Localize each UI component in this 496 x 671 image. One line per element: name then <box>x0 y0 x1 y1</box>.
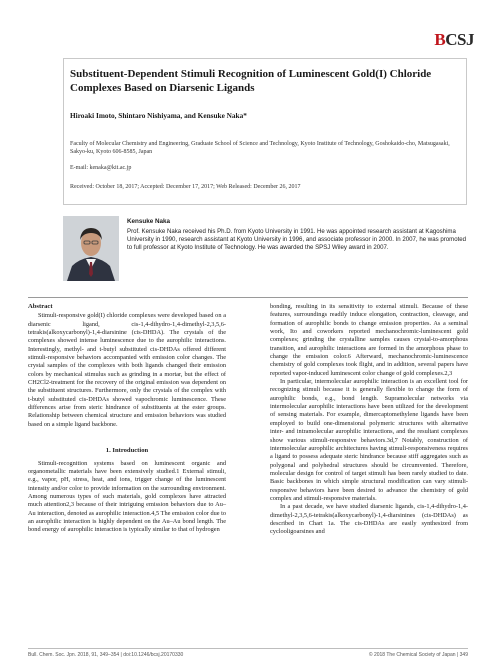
article-title: Substituent-Dependent Stimuli Recognition of Luminescent Gold(I) Chloride Complexes Based on Diarsenic Ligands <box>70 68 432 94</box>
introduction-heading: 1. Introduction <box>105 447 149 455</box>
article-authors: Hiroaki Imoto, Shintaro Nishiyama, and Kensuke Naka* <box>70 111 247 120</box>
section-divider <box>28 297 468 298</box>
introduction-text: Stimuli-recognition systems based on luminescent organic and organometallic materials have been extensively studied.1 External stimuli, e.g., vapor, pH, stress, heat, and ions, trigger change of the luminescent intensity and/or color to provide information on the surrounding environment. Among numerous types of such materials, gold complexes have attracted much attention2,3 because of their intriguing emission behaviors due to Au–Au interaction, denoted as aurophilic interaction.4,5 The emission color due to an aurophilic interaction is highly dependent on the Au–Au bond length. The bond energy of aurophilic interaction is typically similar to that of hydrogen <box>28 459 227 534</box>
author-portrait-image <box>63 216 119 281</box>
received-dates: Received: October 18, 2017; Accepted: December 17, 2017; Web Released: December 26, 2017 <box>70 184 301 190</box>
footer-citation[interactable]: Bull. Chem. Soc. Jpn. 2018, 91, 349–354 | doi:10.1246/bcsj.20170330 <box>28 652 184 658</box>
left-column <box>28 303 226 535</box>
right-column <box>270 303 468 537</box>
journal-logo-text: BCSJ <box>434 30 474 49</box>
footer-copyright: © 2018 The Chemical Society of Japan | 349 <box>368 652 468 658</box>
article-header-box <box>63 58 467 205</box>
journal-logo <box>434 30 474 50</box>
bio-text: Prof. Kensuke Naka received his Ph.D. from Kyoto University in 1991. He was appointed research assistant at Kagoshima University in 1990, research assistant at Kyoto University in 1996, and associate professor in 2000. In 2007, he was promoted to full professor at Kyoto Institute of Technology. He was awarded the SPSJ Wiley award in 2007. <box>127 228 467 252</box>
bio-author-name: Kensuke Naka <box>127 218 171 225</box>
abstract-text: Stimuli-responsive gold(I) chloride complexes were developed based on a diarsenic ligand, cis-1,4-dihydro-1,4-dimethyl-2,3,5,6-tetrakis(alkoxycarbonyl)-1,4-diarsinine (cis-DHDA). The crystals of the complexes showed intense luminescence due to the aurophilic interactions. Interestingly, methyl- and t-butyl substituted cis-DHDAs offered different stimuli-responsive behaviors accompanied with emission color changes. The crystal samples of the complexes with both ligands changed their emission colors by mechanical stimulus such as grinding in a mortar, but the effect of CH2Cl2-treatment for the recovery of the original emission was dependent on the substituent structures. Furthermore, only the crystals of the complex with t-butyl substituted cis-DHDAs showed vapochromic luminescence. These differences arise from steric hindrance of substituents at the ester groups. Relationship between chemical structure and emission behaviors was studied based on a simple ligand backbone. <box>28 312 226 428</box>
abstract-heading: Abstract <box>28 303 53 310</box>
body-paragraph-3: In a past decade, we have studied diarsenic ligands, cis-1,4-dihydro-1,4-dimethyl-2,3,5,6-tetrakis(alkoxycarbonyl)-1,4-diarsinines (cis-DHDAs) as described in Chart 1a. The cis-DHDAs are easily synthesized from cyclooligoarsines and <box>270 503 468 536</box>
author-affiliation: Faculty of Molecular Chemistry and Engineering, Graduate School of Science and Technology, Kyoto Institute of Technology, Goshokaido-cho, Matsugasaki, Sakyo-ku, Kyoto 606-8585, Japan <box>70 141 450 155</box>
body-paragraph-1: bonding, resulting in its sensitivity to external stimuli. Because of these features, surroundings readily induce elongation, contraction, cleavage, and formation of aurophilic bonds to change emission properties. As a seminal work, Ito and coworkers reported mechanochromic-luminescent gold complexes; grinding the crystalline samples causes crystal-to-amorphous transition, and aurophilic interactions are formed in the amorphous phase to change the emission color.6 Afterward, mechanochromic-luminescence chemistry of gold complexes took flight, and in addition, several papers have reported vapor-induced luminescent color change of gold complexes.2,3 <box>270 303 468 377</box>
body-paragraph-2: In particular, intermolecular aurophilic interaction is an excellent tool for recognizing stimuli because it is generally flexible to change the form of aurophilic bonds, e.g., bond length. Supramolecular networks via intermolecular aurophilic interactions have been utilized for the development of sensing materials. For example, dimercaptomethylene ligands have been employed to build one-dimensional polymeric structures with alternative inter- and intramolecular aurophilic interactions, and the resultant complexes show various stimuli-responsive behaviors.3d,7 Notably, construction of intermolecular aurophilic architectures having stimuli-responsiveness requires a ligand to possess adequate steric hindrance because stiff aggregates such as polygonal and polyhedral structures should be circumvented. Therefore, molecular design for control of target stimuli has been rarely studied to date. Basic backbones in which simple structural modification can vary stimuli-responsive behaviors have been desired to advance the chemistry of gold complex and stimuli-responsive materials. <box>270 378 468 502</box>
author-email[interactable]: E-mail: kenaka@kit.ac.jp <box>70 165 132 171</box>
footer-rule <box>28 648 468 649</box>
author-photo <box>63 216 119 281</box>
